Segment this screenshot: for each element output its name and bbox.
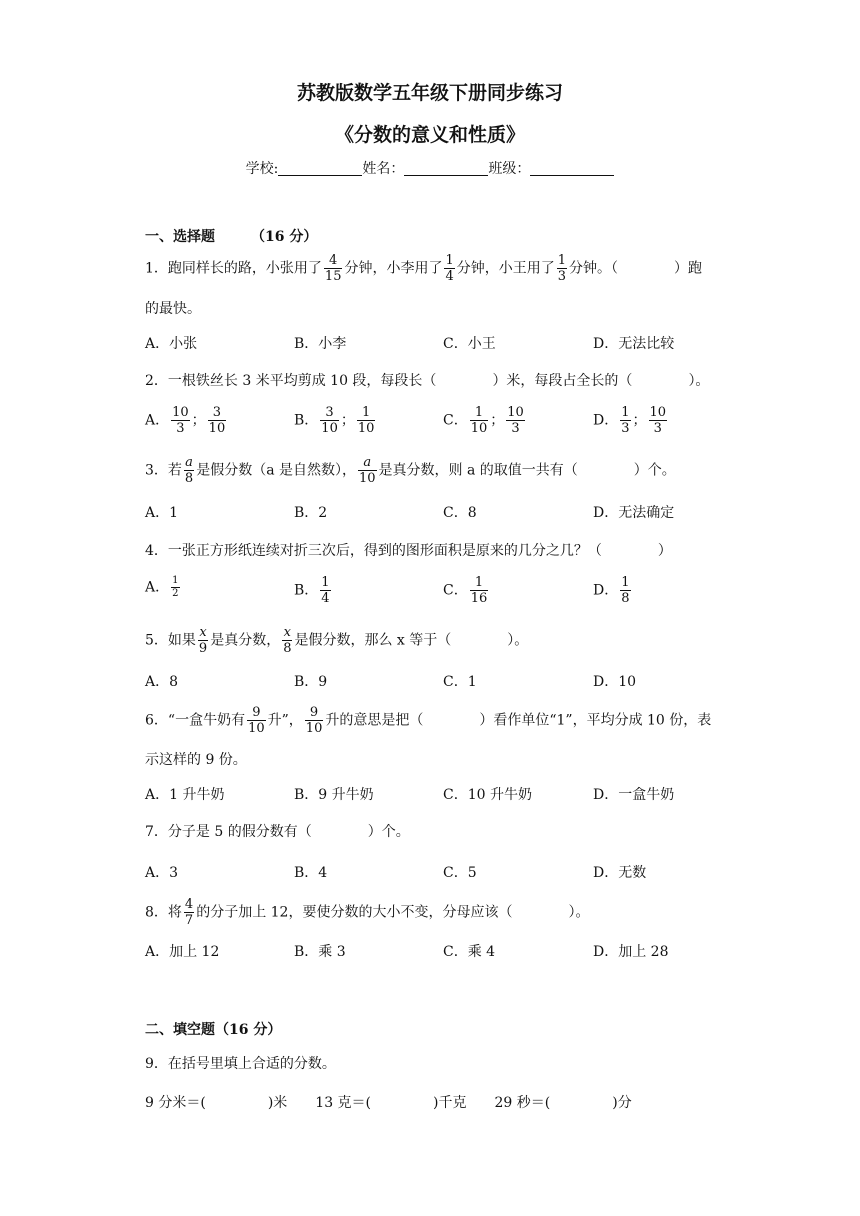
denominator: 15	[324, 269, 342, 284]
denominator: 8	[621, 591, 630, 606]
text-segment: 9 分米＝(	[145, 1095, 206, 1111]
text-segment: 2．一根铁丝长 3 米平均剪成 10 段，每段长（	[145, 373, 437, 389]
denominator: 8	[283, 641, 292, 656]
option-a[interactable]: A．加上 12	[145, 944, 220, 960]
numerator: x	[199, 625, 207, 640]
text-segment: D．	[593, 412, 619, 429]
option-c[interactable]: C．乘 4	[443, 944, 496, 960]
text-segment: A．	[145, 579, 170, 596]
denominator: 10	[470, 421, 488, 436]
numerator: 1	[621, 575, 630, 590]
numerator: 1	[445, 253, 454, 268]
text-segment: B．	[294, 412, 319, 429]
text-segment: ）。	[507, 632, 529, 649]
denominator: 3	[557, 269, 567, 284]
text-segment: 1．跑同样长的路，小张用了	[145, 260, 322, 277]
text-segment: )米	[267, 1095, 288, 1111]
option-c[interactable]: C．8	[443, 505, 477, 521]
denominator: 3	[649, 420, 668, 435]
text-segment	[470, 576, 489, 605]
option-d[interactable]	[593, 576, 633, 605]
text-segment: A．	[145, 412, 170, 429]
text-segment: 6．“一盒牛奶有	[145, 712, 246, 729]
fraction	[324, 254, 343, 283]
option-a[interactable]: A．8	[145, 674, 179, 690]
text-segment: ）。	[568, 904, 590, 921]
page-title: 苏教版数学五年级下册同步练习	[296, 82, 563, 104]
numerator: a	[185, 455, 193, 470]
fraction	[305, 706, 324, 735]
numerator: x	[283, 625, 292, 640]
denominator: 10	[248, 721, 265, 736]
class-label: 班级：	[488, 161, 531, 177]
denominator: 8	[184, 471, 194, 486]
numerator: a	[363, 455, 372, 470]
option-b[interactable]: B．2	[294, 505, 328, 521]
text-segment	[506, 406, 525, 435]
text-segment: 是真分数，	[210, 632, 281, 649]
student-info-line	[0, 158, 860, 178]
option-c[interactable]	[443, 406, 527, 435]
text-segment: B．	[294, 582, 319, 599]
option-c[interactable]: C．5	[443, 865, 477, 881]
numerator: 9	[309, 705, 319, 720]
text-segment	[320, 406, 339, 435]
text-segment: )千克	[433, 1095, 467, 1111]
text-segment	[620, 406, 630, 435]
denominator: 9	[198, 641, 208, 656]
numerator: 4	[329, 253, 338, 268]
text-segment: 分钟，小李用了	[344, 260, 443, 277]
option-b[interactable]: B．9 升牛奶	[294, 787, 374, 803]
option-a[interactable]	[145, 406, 228, 435]
option-a[interactable]: A．1 升牛奶	[145, 787, 225, 803]
numerator: 10	[172, 405, 189, 420]
text-segment: 7．分子是 5 的假分数有（	[145, 824, 312, 840]
numerator: 3	[325, 405, 334, 420]
text-segment	[470, 406, 489, 435]
numerator: 3	[212, 405, 222, 420]
option-b[interactable]: B．乘 3	[294, 944, 346, 960]
denominator: 3	[506, 420, 525, 435]
denominator: 2	[172, 588, 179, 599]
text-segment	[357, 406, 376, 435]
text-segment: 是假分数，那么 x 等于（	[294, 632, 452, 649]
numerator: 9	[252, 705, 261, 720]
question-9-items	[145, 1092, 632, 1114]
text-segment: 升的意思是把（	[325, 712, 424, 729]
numerator: 1	[557, 253, 567, 268]
numerator: 1	[474, 575, 484, 590]
option-c[interactable]	[443, 576, 490, 605]
question-7	[145, 821, 410, 843]
option-c[interactable]: C．10 升牛奶	[443, 787, 532, 803]
class-field[interactable]	[530, 161, 614, 176]
option-d[interactable]: D．无法确定	[593, 505, 675, 521]
question-1	[145, 254, 702, 283]
text-segment: ）	[657, 543, 672, 559]
fraction	[358, 456, 377, 485]
text-segment: 分钟。（	[569, 260, 619, 277]
fraction	[557, 254, 567, 283]
option-a[interactable]: A．小张	[145, 336, 198, 352]
text-segment	[208, 406, 227, 435]
fraction	[198, 626, 208, 655]
text-segment: C．	[443, 412, 468, 429]
fraction	[247, 706, 266, 735]
denominator: 10	[208, 421, 226, 436]
text-segment: ；	[490, 412, 505, 429]
option-b[interactable]	[294, 576, 333, 605]
option-c[interactable]: C．1	[443, 674, 477, 690]
denominator: 10	[359, 471, 376, 486]
option-d[interactable]: D．10	[593, 674, 637, 690]
numerator: 1	[321, 575, 330, 590]
text-segment: ；	[340, 412, 355, 429]
numerator: 10	[507, 405, 524, 420]
option-d[interactable]: D．无法比较	[593, 336, 675, 352]
question-5	[145, 626, 528, 655]
section-heading: 一、选择题 （16 分）	[145, 229, 318, 245]
denominator: 10	[357, 421, 375, 436]
text-segment	[171, 406, 190, 435]
option-d[interactable]: D．一盒牛奶	[593, 787, 675, 803]
option-d[interactable]	[593, 406, 669, 435]
option-a[interactable]: A．1	[145, 505, 179, 521]
question-1-cont: 的最快。	[145, 301, 201, 317]
text-segment: 13 克＝(	[315, 1095, 372, 1111]
numerator: 1	[361, 405, 371, 420]
section-heading: 二、填空题（16 分）	[145, 1022, 282, 1038]
text-segment: )分	[612, 1095, 632, 1111]
option-b[interactable]: B．9	[294, 674, 328, 690]
question-2	[145, 370, 709, 392]
text-segment	[649, 406, 668, 435]
text-segment: ）个。	[367, 824, 410, 840]
denominator: 16	[470, 591, 488, 606]
numerator: 1	[474, 405, 484, 420]
question-6-cont: 示这样的 9 份。	[145, 752, 247, 768]
text-segment: C．	[443, 582, 468, 599]
denominator: 4	[445, 269, 454, 284]
question-3	[145, 456, 676, 485]
text-segment: 29 秒＝(	[494, 1095, 551, 1111]
text-segment: 5．如果	[145, 632, 196, 649]
text-segment: 8．将	[145, 904, 182, 921]
text-segment	[171, 576, 179, 599]
text-segment: ；	[632, 412, 647, 429]
denominator: 4	[321, 591, 330, 606]
denominator: 10	[321, 421, 338, 436]
numerator: 1	[172, 575, 179, 586]
option-d[interactable]: D．加上 28	[593, 944, 669, 960]
numerator: 4	[184, 897, 194, 912]
fraction	[282, 626, 292, 655]
denominator: 7	[184, 913, 194, 928]
name-label: 姓名：	[362, 161, 405, 177]
text-segment: ）个。	[633, 462, 676, 479]
text-segment	[620, 576, 630, 605]
text-segment: 3．若	[145, 462, 182, 479]
text-segment	[320, 576, 330, 605]
denominator: 10	[305, 721, 323, 736]
question-8	[145, 898, 589, 927]
text-segment: 的分子加上 12，要使分数的大小不变，分母应该（	[196, 904, 513, 921]
text-segment: ）。	[688, 373, 710, 389]
school-field[interactable]	[278, 161, 362, 176]
text-segment: 分钟，小王用了	[456, 260, 555, 277]
text-segment: D．	[593, 582, 619, 599]
text-segment: ；	[191, 412, 206, 429]
name-field[interactable]	[404, 161, 488, 176]
text-segment: ）米，每段占全长的（	[492, 373, 633, 389]
numerator: 1	[621, 405, 630, 420]
option-b[interactable]: B．4	[294, 865, 328, 881]
fraction	[184, 898, 194, 927]
fraction	[184, 456, 194, 485]
option-b[interactable]: B．小李	[294, 336, 347, 352]
option-a[interactable]: A．3	[145, 865, 179, 881]
text-segment: 升”，	[267, 712, 303, 729]
text-segment: ）看作单位“1”，平均分成 10 份，表	[479, 712, 712, 729]
denominator: 3	[621, 421, 630, 436]
text-segment: ）跑	[674, 260, 703, 277]
text-segment: 是真分数，则 a 的取值一共有（	[378, 462, 578, 479]
question-6	[145, 706, 711, 735]
page-subtitle: 《分数的意义和性质》	[334, 124, 525, 146]
option-d[interactable]: D．无数	[593, 865, 647, 881]
question-4	[145, 540, 672, 562]
option-c[interactable]: C．小王	[443, 336, 496, 352]
fraction	[444, 254, 454, 283]
text-segment: 4．一张正方形纸连续对折三次后，得到的图形面积是原来的几分之几？（	[145, 543, 602, 559]
denominator: 3	[171, 420, 190, 435]
option-a[interactable]	[145, 576, 182, 599]
numerator: 10	[649, 405, 667, 420]
option-b[interactable]	[294, 406, 377, 435]
school-label: 学校:	[245, 161, 279, 177]
text-segment: 是假分数（a 是自然数），	[196, 462, 356, 479]
question-9: 9．在括号里填上合适的分数。	[145, 1056, 336, 1072]
